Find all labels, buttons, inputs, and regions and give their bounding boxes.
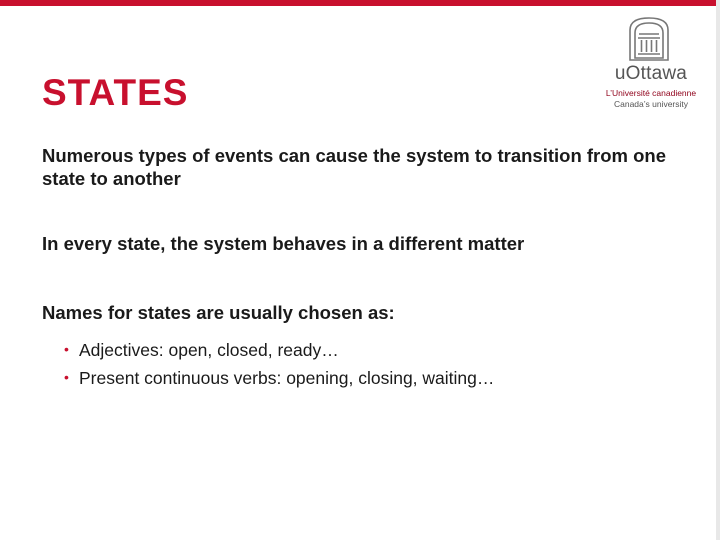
bullet-glyph: • [64,341,69,357]
slide-title: STATES [42,72,189,113]
bullet-glyph: • [64,369,69,385]
logo-tagline-fr: L’Université canadienne [605,88,697,98]
university-building-icon [624,14,674,62]
logo-tagline-en: Canada’s university [613,99,689,109]
list-item [64,364,494,392]
list-item [64,336,494,364]
uottawa-logo [598,14,704,114]
paragraph-behavior: In every state, the system behaves in a different matter [42,233,525,254]
bullet-text: Present continuous verbs: opening, closing, waiting… [79,368,495,388]
naming-bullet-list [64,336,494,392]
logo-wordmark: uOttawa [614,63,688,84]
paragraph-naming: Names for states are usually chosen as: [42,302,395,323]
right-edge-strip [716,0,720,540]
paragraph-events: Numerous types of events can cause the system to transition from one state to another [42,145,667,189]
bullet-text: Adjectives: open, closed, ready… [79,340,339,360]
top-accent-bar [0,0,720,6]
